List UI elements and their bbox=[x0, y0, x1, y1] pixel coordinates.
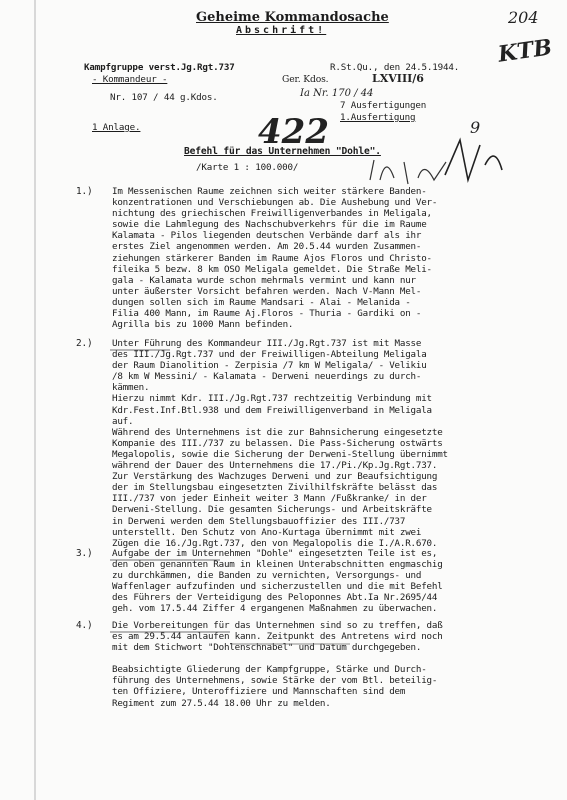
text-line: fileika 5 bezw. 8 km OSO Meligala gemeldet. Die Straße Meli- bbox=[112, 263, 432, 275]
ger-kdos-stamp: Ger. Kdos. bbox=[282, 74, 329, 85]
text-line: des III./Jg.Rgt.737 und der Freiwilligen-Abteilung Meligala bbox=[112, 349, 427, 361]
unit-name: Kampfgruppe verst.Jg.Rgt.737 bbox=[84, 62, 235, 73]
text-line: Hierzu nimmt Kdr. III./Jg.Rgt.737 rechtzeitig Verbindung mit bbox=[112, 393, 432, 405]
attachment-label: 1 Anlage. bbox=[92, 122, 141, 133]
paragraph-number-4: 4.) bbox=[76, 620, 93, 631]
pencil-markings bbox=[110, 340, 470, 670]
handwritten-page-number: 204 bbox=[508, 8, 539, 27]
text-line: Agrilla bis zu 1000 Mann befinden. bbox=[112, 319, 294, 331]
text-line: Regiment zum 27.5.44 18.00 Uhr zu melden. bbox=[112, 697, 331, 709]
text-line: Aufgabe der im Unternehmen "Dohle" eingesetzten Teile ist es, bbox=[112, 548, 438, 559]
text-line: III./737 von jeder Einheit weiter 3 Mann /Fußkranke/ in der bbox=[112, 493, 427, 505]
copies-count: 7 Ausfertigungen bbox=[340, 100, 427, 111]
text-line: während der Dauer des Unternehmens die 17./Pi./Kp.Jg.Rgt.737. bbox=[112, 460, 438, 472]
handwritten-ref: Ia Nr. 170 / 44 bbox=[300, 88, 374, 99]
paragraph-number-3: 3.) bbox=[76, 548, 93, 559]
file-number: Nr. 107 / 44 g.Kdos. bbox=[110, 92, 218, 103]
text-line: erstes Ziel angenommen werden. Am 20.5.44 wurden Zusammen- bbox=[112, 241, 422, 253]
text-line: gala - Kalamata wurde schon mehrmals vermint und kann nur bbox=[112, 274, 416, 286]
text-line: nichtung des griechischen Freiwilligenverbandes in Meligala, bbox=[112, 208, 432, 220]
text-line: Im Messenischen Raume zeichnen sich weiter stärkere Banden- bbox=[112, 186, 427, 197]
text-line: führung des Unternehmens, sowie Stärke der vom Btl. beteilig- bbox=[112, 675, 438, 687]
handwritten-number: 422 bbox=[258, 112, 329, 152]
text-line: Waffenlager aufzufinden und sicherzustellen und die mit Befehl bbox=[112, 581, 443, 593]
text-line: der im Stellungsbau eingesetzten Zivilhilfskräfte belässt das bbox=[112, 482, 438, 494]
stamp-line2: Abschrift! bbox=[236, 25, 327, 36]
handwritten-nine: 9 bbox=[470, 118, 481, 137]
paragraph-number-2: 2.) bbox=[76, 338, 93, 349]
text-line: Kdr.Fest.Inf.Btl.938 und dem Freiwilligenverband in Meligala bbox=[112, 404, 432, 416]
text-line: der Raum Dianolition - Zerpisia /7 km W Meligala/ - Velikiu bbox=[112, 360, 427, 372]
text-line: mit dem Stichwort "Dohlenschnabel" und Datum durchgegeben. bbox=[112, 642, 422, 654]
text-line: Filia 400 Mann, im Raume Aj.Floros - Thuria - Gardiki on - bbox=[112, 308, 422, 320]
text-line: Megalopolis, sowie die Sicherung der Derweni-Stellung übernimmt bbox=[112, 448, 448, 460]
paragraph-1 bbox=[112, 186, 437, 330]
text-line: Zur Verstärkung des Wachzuges Derweni und zur Beaufsichtigung bbox=[112, 471, 438, 483]
text-line: Kalamata - Pilos liegenden deutschen Verbände darf als ihr bbox=[112, 230, 422, 242]
map-reference: /Karte 1 : 100.000/ bbox=[196, 162, 299, 173]
text-line: ten Offiziere, Unteroffiziere und Mannschaften sind dem bbox=[112, 686, 406, 698]
stamp-line1: Geheime Kommandosache bbox=[196, 10, 389, 25]
handwritten-ktb: KTB bbox=[496, 34, 554, 68]
text-line: sowie die Lahmlegung des Nachschubverkehrs für die im Raume bbox=[112, 219, 427, 231]
text-line: Während des Unternehmens ist die zur Bahnsicherung eingesetzte bbox=[112, 426, 443, 438]
text-line: auf. bbox=[112, 415, 134, 427]
text-line: zu durchkämmen, die Banden zu vernichten, Versorgungs- und bbox=[112, 570, 422, 582]
text-line: Kompanie des III./737 zu belassen. Die Pass-Sicherung ostwärts bbox=[112, 437, 443, 449]
text-line: Die Vorbereitungen für das Unternehmen sind so zu treffen, daß bbox=[112, 620, 443, 631]
text-line: ziehungen stärkerer Banden im Raume Ajos Floros und Christo- bbox=[112, 252, 432, 264]
text-line: Beabsichtigte Gliederung der Kampfgruppe, Stärke und Durch- bbox=[112, 664, 427, 676]
text-line: Derweni-Stellung. Die gesamten Sicherungs- und Arbeitskräfte bbox=[112, 504, 432, 516]
copy-number: 1.Ausfertigung bbox=[340, 112, 416, 123]
paragraph-number-1: 1.) bbox=[76, 186, 93, 197]
text-line: des Führers der Verteidigung des Peloponnes Abt.Ia Nr.2695/44 bbox=[112, 592, 438, 604]
text-line: dungen sollen sich im Raume Mandsari - Alai - Melanida - bbox=[112, 296, 411, 308]
text-line: kämmen. bbox=[112, 382, 150, 394]
text-line: unterstellt. Den Schutz von Ano-Kurtaga übernimmt mit zwei bbox=[112, 526, 422, 538]
text-line: geh. vom 17.5.44 Ziffer 4 ergangenen Maßnahmen zu überwachen. bbox=[112, 603, 438, 615]
text-line: in Derweni werden dem Stellungsbauoffizier des III./737 bbox=[112, 515, 406, 527]
unit-role: - Kommandeur - bbox=[92, 74, 168, 85]
text-line: den oben genannten Raum in kleinen Unterabschnitten engmaschig bbox=[112, 559, 443, 571]
stamp-code: LXVIII/6 bbox=[372, 72, 424, 85]
text-line: Unter Führung des Kommandeur III./Jg.Rgt.737 ist mit Masse bbox=[112, 338, 422, 349]
order-title: Befehl für das Unternehmen "Dohle". bbox=[184, 146, 381, 157]
text-line: konzentrationen und Verschiebungen ab. Die Aushebung und Ver- bbox=[112, 197, 438, 209]
text-line: unter äußerster Vorsicht befahren werden. Nach V-Mann Mel- bbox=[112, 285, 422, 297]
text-line: /8 km W Messini/ - Kalamata - Derweni neuerdings zu durch- bbox=[112, 371, 422, 383]
scan-edge-left bbox=[34, 0, 36, 800]
header-date: R.St.Qu., den 24.5.1944. bbox=[330, 62, 460, 73]
text-line: es am 29.5.44 anlaufen kann. Zeitpunkt des Antretens wird noch bbox=[112, 631, 443, 643]
text-line: Zügen die 16./Jg.Rgt.737, den von Megalopolis die I./A.R.670. bbox=[112, 537, 438, 549]
secret-stamp bbox=[196, 10, 389, 36]
